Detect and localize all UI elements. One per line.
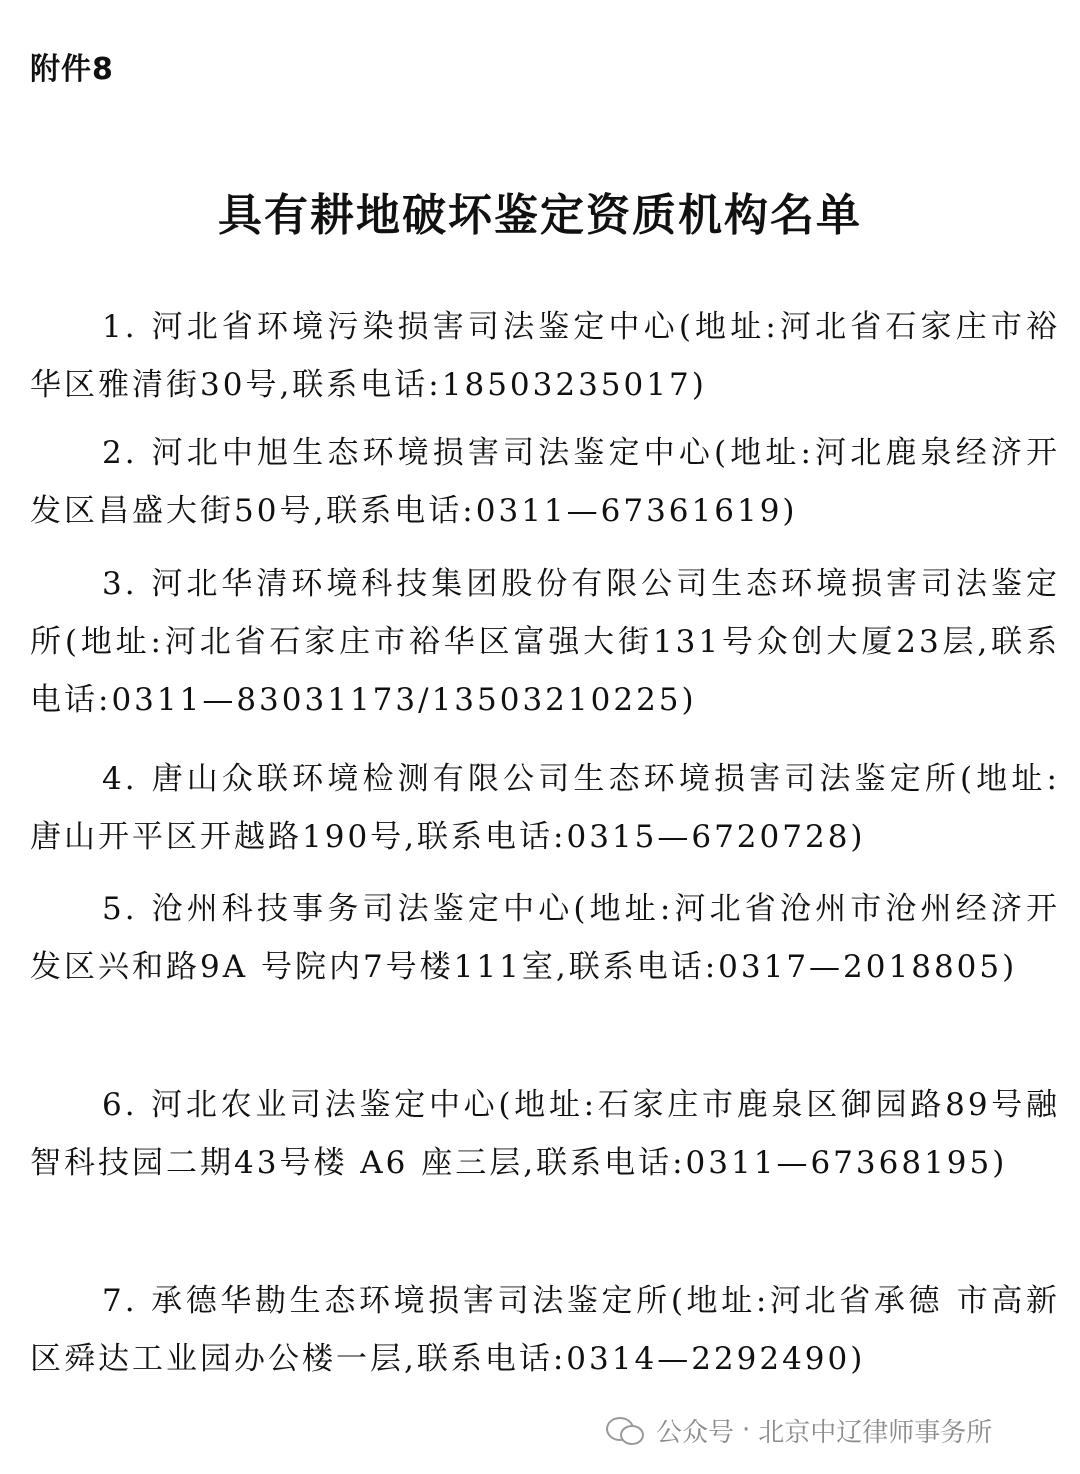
watermark-account: 北京中辽律师事务所 — [758, 1417, 993, 1448]
watermark-separator: · — [742, 1415, 751, 1445]
list-item: 1. 河北省环境污染损害司法鉴定中心(地址:河北省石家庄市裕华区雅清街30号,联系电话:18503235017) — [30, 309, 1060, 403]
list-item: 2. 河北中旭生态环境损害司法鉴定中心(地址:河北鹿泉经济开发区昌盛大街50号,联系电话:0311—67361619) — [30, 435, 1060, 529]
watermark — [600, 1408, 998, 1452]
list-item: 6. 河北农业司法鉴定中心(地址:石家庄市鹿泉区御园路89号融智科技园二期43号楼 A6 座三层,联系电话:0311—67368195) — [30, 1087, 1060, 1181]
watermark-label: 公众号 — [656, 1417, 735, 1448]
list-item: 3. 河北华清环境科技集团股份有限公司生态环境损害司法鉴定所(地址:河北省石家庄市裕华区富强大街131号众创大厦23层,联系电话:0311—83031173/13503210225) — [30, 566, 1060, 718]
list-item: 5. 沧州科技事务司法鉴定中心(地址:河北省沧州市沧州经济开发区兴和路9A 号院内7号楼111室,联系电话:0317—2018805) — [30, 891, 1060, 985]
attachment-label: 附件8 — [30, 52, 114, 87]
list-item: 4. 唐山众联环境检测有限公司生态环境损害司法鉴定所(地址:唐山开平区开越路190号,联系电话:0315—6720728) — [30, 761, 1060, 855]
wechat-icon — [606, 1415, 644, 1445]
document-title: 具有耕地破坏鉴定资质机构名单 — [218, 190, 862, 241]
list-item: 7. 承德华勘生态环境损害司法鉴定所(地址:河北省承德 市高新区舜达工业园办公楼一层,联系电话:0314—2292490) — [30, 1283, 1060, 1377]
